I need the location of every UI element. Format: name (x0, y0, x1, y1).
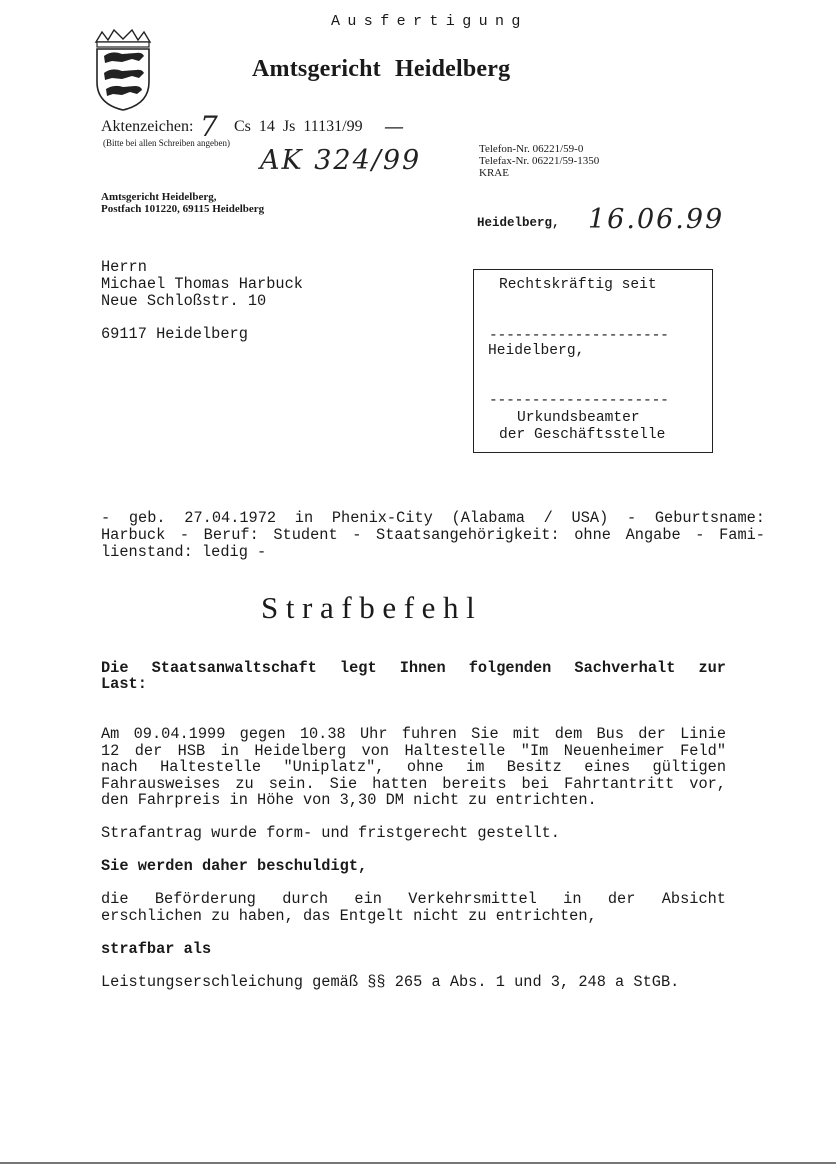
aktenzeichen-hint: (Bitte bei allen Schreiben angeben) (103, 138, 230, 148)
stamp-line-2: Heidelberg, (488, 343, 585, 359)
punishable-as-heading: strafbar als (101, 940, 212, 958)
document-title: Strafbefehl (261, 590, 483, 625)
facts-line-1: Am 09.04.1999 gegen 10.38 Uhr fuhren Sie mit dem Bus der Linie (101, 725, 726, 743)
facts-line-4: Fahrausweises zu sein. Sie hatten bereits bei Fahrtantritt vor, (101, 775, 726, 793)
facts-line-3: nach Haltestelle "Uniplatz", ohne im Besitz eines gültigen (101, 758, 726, 776)
telefon: Telefon-Nr. 06221/59-0 (479, 143, 584, 155)
aktenzeichen-dash: — (384, 114, 404, 138)
scan-edge (0, 1162, 836, 1164)
stamp-line-3: Urkundsbeamter (517, 410, 640, 426)
stamp-line-4: der Geschäftsstelle (499, 427, 666, 443)
handwritten-date: 16.06.99 (588, 204, 725, 235)
address-city: 69117 Heidelberg (101, 325, 248, 343)
ausfertigung-stamp: Ausfertigung (331, 13, 528, 30)
personal-line-3: lienstand: ledig - (101, 543, 267, 561)
sender-line-1: Amtsgericht Heidelberg, (101, 191, 217, 203)
stamp-line-1: Rechtskräftig seit (499, 277, 657, 293)
personal-line-2: Harbuck - Beruf: Student - Staatsangehörigkeit: ohne Angabe - Fami- (101, 526, 765, 544)
coat-of-arms-icon (92, 28, 154, 112)
aktenzeichen-label: Aktenzeichen: (101, 118, 194, 135)
charge-intro-line-2: Last: (101, 675, 147, 693)
place: Heidelberg, (477, 216, 560, 230)
address-street: Neue Schloßstr. 10 (101, 292, 267, 310)
offense-text: Leistungserschleichung gemäß §§ 265 a Abs. 1 und 3, 248 a StGB. (101, 973, 680, 991)
deed-line-1: die Beförderung durch ein Verkehrsmittel in der Absicht (101, 890, 726, 908)
stamp-dashes-2: --------------------- (489, 393, 669, 409)
handwritten-note: AK 324/99 (260, 145, 422, 176)
kuerzel: KRAE (479, 167, 509, 179)
strafantrag-text: Strafantrag wurde form- und fristgerecht gestellt. (101, 824, 560, 842)
deed-line-2: erschlichen zu haben, das Entgelt nicht zu entrichten, (101, 907, 597, 925)
address-name: Michael Thomas Harbuck (101, 275, 303, 293)
accusation-heading: Sie werden daher beschuldigt, (101, 857, 368, 875)
address-salutation: Herrn (101, 258, 147, 276)
stamp-dashes-1: --------------------- (489, 328, 669, 344)
aktenzeichen-value: Cs 14 Js 11131/99 (234, 118, 363, 135)
court-title: Amtsgericht Heidelberg (252, 56, 511, 82)
facts-line-5: den Fahrpreis in Höhe von 3,30 DM nicht zu entrichten. (101, 791, 597, 809)
facts-line-2: 12 der HSB in Heidelberg von Haltestelle "Im Neuenheimer Feld" (101, 742, 726, 760)
charge-intro-line-1: Die Staatsanwaltschaft legt Ihnen folgenden Sachverhalt zur (101, 659, 726, 677)
personal-line-1: - geb. 27.04.1972 in Phenix-City (Alabama / USA) - Geburtsname: (101, 509, 765, 527)
sender-line-2: Postfach 101220, 69115 Heidelberg (101, 203, 265, 215)
telefax: Telefax-Nr. 06221/59-1350 (479, 155, 600, 167)
aktenzeichen-handwritten: 7 (200, 110, 218, 143)
